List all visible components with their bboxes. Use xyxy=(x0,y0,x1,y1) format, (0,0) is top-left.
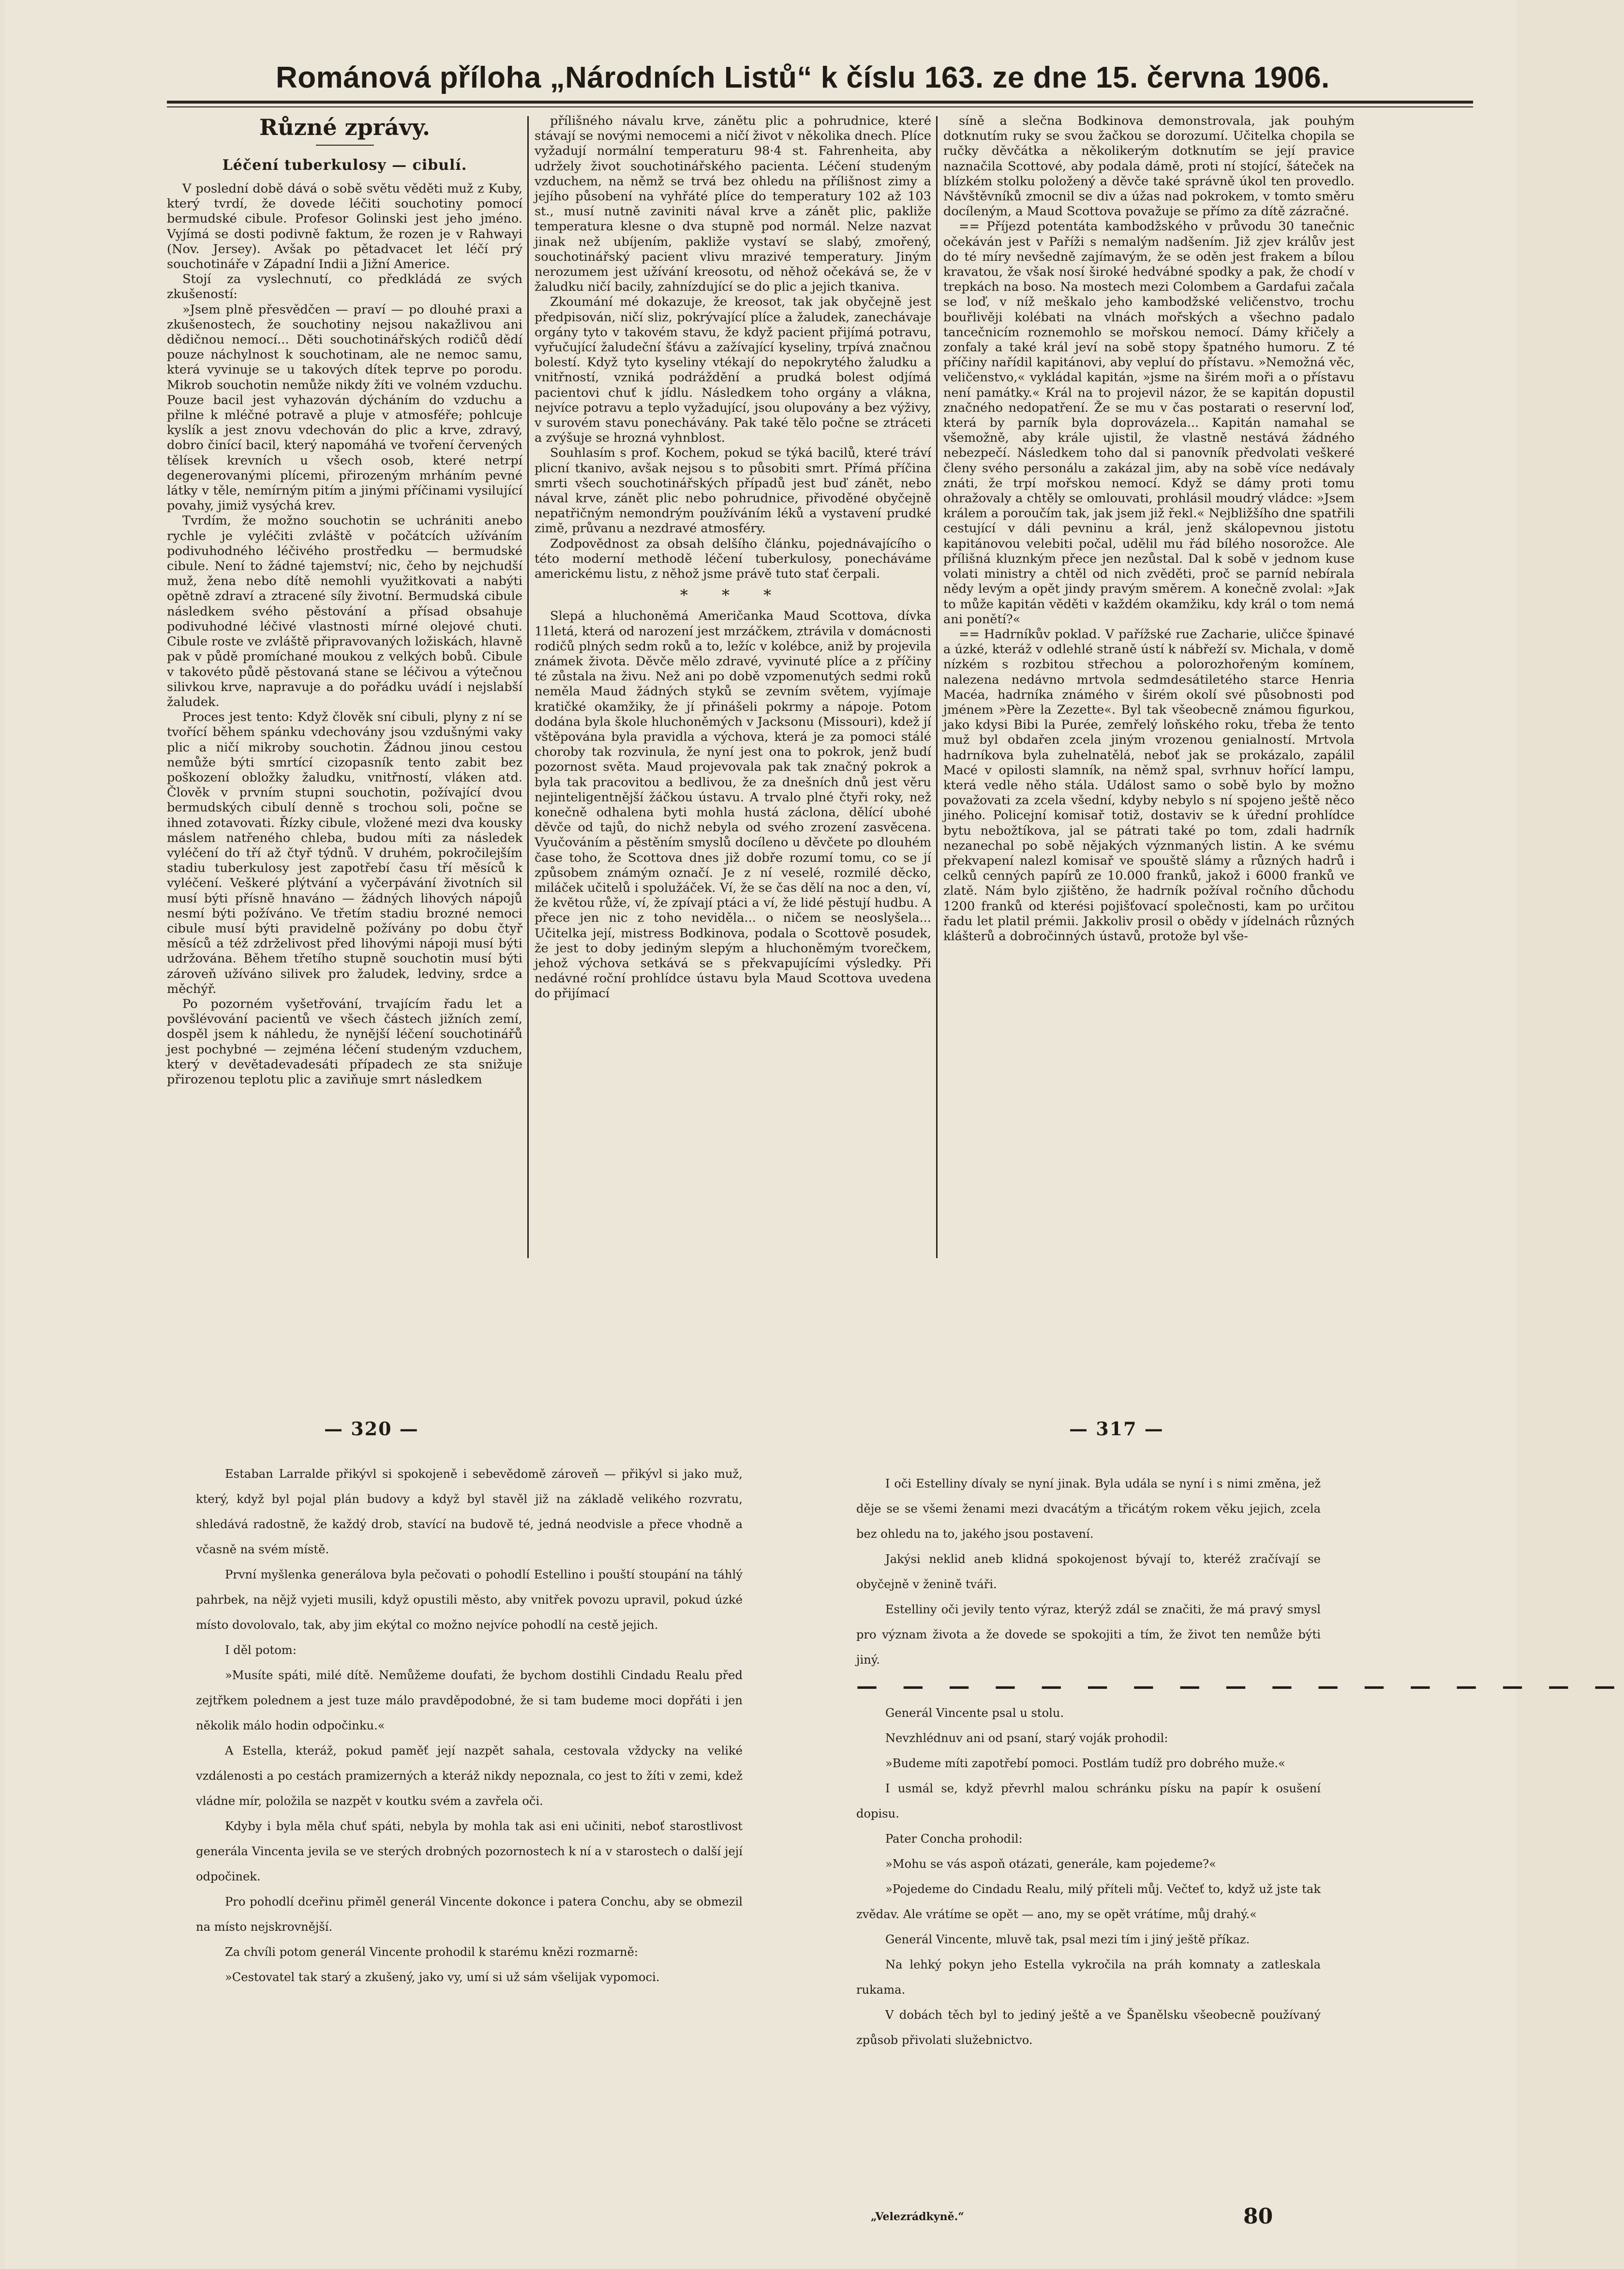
paragraph: Nevzhlédnuv ani od psaní, starý voják prohodil: xyxy=(885,1731,1168,1745)
paragraph: »Budeme míti zapotřebí pomoci. Postlám tudíž pro dobrého muže.« xyxy=(885,1757,1285,1770)
paragraph: Slepá a hluchoněmá Američanka Maud Scottova, dívka 11letá, která od narození jest mrzáčkem, ztrávila v domácnosti rodičů plných sedm roků a to, ležíc v kolébce, aniž by projevila známek života. Děvče mělo zdravé, vyvinuté plíce a z příčiny té zůstala na živu. Než ani po době vzpomenutých sedmi roků neměla Maud žádných styků se zevním světem, vyjímaje kratičké okamžiky, že jí přinášeli pokrmy a nápoje. Potom dodána byla škole hluchoněmých v Jacksonu (Missouri), kdež jí vštěpována byla pravidla a výchova, která je za pomoci stálé choroby tak rozvinula, že nyní jest ona to pokrok, jenž budí pozornost světa. Maud projevovala pak tak značný pokrok a byla tak pracovitou a bedlivou, že za dnešních dnů jest věru nejinteligentnější žáčkou ústavu. A trvalo plné čtyři roky, než konečně odhalena byti mohla hustá záclona, dělící ubohé děvče od tajů, do nichž nebyla od svého zrození zasvěcena. Vyučováním a pěstěním smyslů docíleno u děvčete po dlouhém čase toho, že Scottova dnes již dobře rozumí tomu, co se jí způsobem známým označí. Je z ní veselé, rozmilé děcko, miláček učitelů i spolužáček. Ví, že se čas dělí na noc a den, ví, že květou růže, ví, že zpívají ptáci a ví, že lidé pěstují hudbu. A přece jen nic z toho neviděla... o ničem se neoslyšela... Učitelka její, mistress Bodkinova, podala o Scottově posudek, že jest to doby jediným slepým a hluchoněmým tvorečkem, jehož výchova setkává se s překvapujícími výsledky. Při nedávné roční prohlídce ústavu byla Maud Scottova uvedena do přijímací xyxy=(535,609,931,1001)
paragraph: Zodpovědnost za obsah delšího článku, pojednávajícího o této moderní methodě léčení tuberkulosy, ponecháváme americkému listu, z něhož jsme právě tuto stať čerpali. xyxy=(535,536,931,582)
page-folio-left: — 320 — xyxy=(324,1418,419,1440)
paragraph: »Mohu se vás aspoň otázati, generále, kam pojedeme?« xyxy=(885,1857,1216,1871)
column-rule xyxy=(527,116,529,1258)
paragraph: »Pojedeme do Cindadu Realu, milý příteli můj. Večteť to, když už jste tak zvědav. Ale vrátíme se opět — ano, my se opět vrátíme, můj drahý.« xyxy=(856,1882,1321,1921)
paragraph: I děl potom: xyxy=(225,1643,297,1657)
paragraph: První myšlenka generálova byla pečovati o pohodlí Estellino i pouští stoupání na táhlý pahrbek, na nějž vyjeti musili, když opustili město, aby vnitřek povozu upravil, pokud úzké místo dovolovalo, tak, aby jim ekýtal co možno nejvíce pohodlí na cestě jejich. xyxy=(196,1568,743,1632)
paragraph: »Musíte spáti, milé dítě. Nemůžeme doufati, že bychom dostihli Cindadu Realu před zejtřkem polednem a jest tuze málo pravděpodobné, že si tam budeme moci dopřáti i jen několik málo hodin odpočinku.« xyxy=(196,1668,743,1732)
section-title: Různé zprávy. xyxy=(259,114,431,140)
paragraph: Proces jest tento: Když člověk sní cibuli, plyny z ní se tvořící během spánku vdechovány jsou vzdušnými vaky plic a ničí mikroby souchotin. Žádnou jinou cestou nemůže býti smrtící cizopasník tento zabit bez poškození obložky žaludku, vnitřností, vláken atd. Člověk v prvním stupni souchotin, požívající dvou bermudských cibulí denně s trochou soli, počne se ihned zotavovati. Řízky cibule, vložené mezi dva kousky máslem natřeného chleba, budou míti za následek vyléčení do tří až čtyř týdnů. V druhém, pokročilejším stadiu tuberkulosy jest zapotřebí času tří měsíců k vyléčení. Veškeré plýtvání a vyčerpávání životních sil musí býti přísně hnaváno — žádných lihových nápojů nesmí býti požíváno. Ve třetím stadiu brozné nemoci cibule musí býti pravidelně požívány po dobu čtyř měsíců a též zdrželivost před lihovými nápoji musí býti udržována. Během třetího stupně souchotin musí býti zároveň užíváno silivek pro žaludek, ledviny, srdce a měchýř. xyxy=(167,710,522,996)
page-folio-right: — 317 — xyxy=(1069,1418,1164,1440)
paragraph: V dobách těch byl to jediný ještě a ve Španělsku všeobecně používaný způsob přivolati služebnictvo. xyxy=(856,2008,1321,2047)
paragraph: Stojí za vyslechnutí, co předkládá ze svých zkušeností: xyxy=(167,272,522,302)
paragraph: Estaban Larralde přikývl si spokojeně i sebevědomě zároveň — přikývl si jako muž, který, když byl pojal plán budovy a když byl stavěl již na základě velikého rozvratu, shledává radostně, že každý drob, stavící na budově té, jedná neodvisle a přece vhodně a včasně na svém místě. xyxy=(196,1467,743,1556)
paragraph: == Příjezd potentáta kambodžského v průvodu 30 tanečnic očekáván jest v Paříži s nemalým nadšením. Již zjev králův jest do té míry nevšedně zajímavým, že se oděn jest frakem a bílou kravatou, že však nosí široké hedvábné spodky a pak, že chodí v trepkách na boso. Na mostech mezi Colombem a Gardafui začala se loď, v níž meškalo jeho kambodžské veličenstvo, trochu bouřlivěji kolébati na vlnách mořských a všechno padalo tancečnicím roznemohlo se mořskou nemocí. Dámy křičely a zonfaly a také král jeví na sobě stopy špatného humoru. Z té příčiny nařídil kapitánovi, aby vepluí do přístavu. »Nemožná věc, veličenstvo,« vykládal kapitán, »jsme na širém moři a o přístavu není památky.« Král na to projevil názor, že se kapitán dopustil značného nedopatření. Že se mu v čas postarati o reservní loď, která by parník byla doprovázela... Kapitán namahal se všemožně, aby krále ujistil, že vlastně nestává žádného nebezpečí. Následkem toho dal si panovník předvolati veškeré členy svého personálu a zakázal jim, aby na sobě více nedávaly znáti, že trpí mořskou nemocí. Když se dámy proti tomu ohražovaly a chtěly se omlouvati, prohlásil moudrý vládce: »Jsem králem a poroučím tak, jak jsem již řekl.« Nejbližšího dne spatřili cestující v dáli pevninu a král, jenž skálopevnou jistotu kapitánovou velebiti počal, udělil mu řád bílého nosorožce. Ale přílišná kluznkým přece jen nezůstal. Dal k sobě v jednom kuse volati ministry a chtěl od nich zvěděti, proč se parníd nebírala nědy levým a opět jindy pravým směrem. A konečně zvolal: »Jak to může kapitán věděti v každém okamžiku, kdy král o tom nemá ani ponětí?« xyxy=(943,219,1355,627)
news-column-2 xyxy=(535,114,931,1256)
dash-separator: — — — — — — — — — — — — — — — — — xyxy=(856,1674,1624,1698)
paragraph: síně a slečna Bodkinova demonstrovala, jak pouhým dotknutím ruky se svou žačkou se dorozumí. Učitelka chopila se ručky děvčátka a několikerým dotknutím se její pravice naznačila Scottové, aby podala dámě, proti ní stojící, šáteček na blízkém stolku položený a děvče také správně úkol ten provedlo. Návštěvníků zmocnil se div a úžas nad pokrokem, v tomto směru docíleným, a Maud Scottova považuje se přímo za dítě zázračné. xyxy=(943,114,1355,219)
serial-page-right xyxy=(856,1471,1624,2236)
paragraph: I oči Estelliny dívaly se nyní jinak. Byla udála se nyní i s nimi změna, jež děje se se všemi ženami mezi dvacátým a třicátým rokem věku jejich, zcela bez ohledu na to, jakého jsou postavení. xyxy=(856,1477,1321,1541)
paragraph: Za chvíli potom generál Vincente prohodil k starému knězi rozmarně: xyxy=(225,1945,639,1959)
paragraph: přílišného návalu krve, zánětu plic a pohrudnice, které stávají se novými nemocemi a ničí život v několika dnech. Plíce vyžadují normální temperaturu 98·4 st. Fahrenheita, aby udržely život souchotinářského pacienta. Léčení studeným vzduchem, na němž se trvá bez ohledu na přílišnost zimy a jejího působení na vyhřáté plíce do temperatury 102 až 103 st., musí nutně zaviniti nával krve a zánět plic, pakliže temperatura klesne o dva stupně pod normál. Nelze nazvat jinak než ubíjením, pakliže vystaví se slabý, zmořený, souchotinářský pacient vlivu mrazivé temperatury. Jiným nerozumem jest užívání kreosotu, od něhož očekává se, že v žaludku ničí bacily, zahnízdující se do plic a jejich tkaniva. xyxy=(535,114,931,295)
paragraph: Generál Vincente psal u stolu. xyxy=(885,1706,1064,1720)
paragraph: Zkoumání mé dokazuje, že kreosot, tak jak obyčejně jest předpisován, ničí sliz, pokrývající plíce a žaludek, zanechávaje orgány tyto v takovém stavu, že když pacient přijímá potravu, vyřučující žaludeční šťávu a zažívající kyseliny, trpívá značnou bolestí. Když tyto kyseliny vtékají do nepokrytého žaludku a vnitřností, vzniká podráždění a prudká bolest odjímá pacientovi chuť k jídlu. Následkem toho orgány a vlákna, nejvíce potravu a teplo vyžadující, jsou olupovány a bez výživy, v surovém stavu ponechávány. Pak také tělo počne se ztráceti a zvýšuje se hrozná vyhnblost. xyxy=(535,295,931,446)
news-column-1 xyxy=(167,114,522,1256)
paragraph: »Jsem plně přesvědčen — praví — po dlouhé praxi a zkušenostech, že souchotiny nejsou nakažlivou ani dědičnou nemocí... Děti souchotinářských rodičů dědí pouze náchylnost k souchotinam, ale ne nemoc samu, která vyvinuje se u takových dítek teprve po porodu. Mikrob souchotin nemůže nikdy žíti ve volném vzduchu. Pouze bacil jest vyhazován dýcháním do vzduchu a přilne k mléčné potravě a pluje v atmosféře; pohlcuje kyslík a jest znovu vdechován do plic a krve, zdravý, dobro činící bacil, který napomáhá ve tvoření červených tělísek krevních u všech osob, které netrpí degenerovanými plícemi, přirozeným mrháním pevné látky v těle, nemírným pitím a jinými příčinami vysilující povahy, jimiž vysýchá krev. xyxy=(167,302,522,513)
paragraph: Estelliny oči jevily tento výraz, kterýž zdál se značiti, že má pravý smysl pro význam života a že dovede se spokojiti a tím, že život ten nemůže býti jiný. xyxy=(856,1603,1321,1667)
column-rule xyxy=(936,116,938,1258)
header-rule xyxy=(167,101,1473,104)
section-stars: * * * xyxy=(680,586,786,605)
paragraph: I usmál se, když převrhl malou schránku písku na papír k osušení dopisu. xyxy=(856,1782,1321,1820)
paragraph: Jakýsi neklid aneb klidná spokojenost bývají to, kteréž zračívají se obyčejně v ženině tváři. xyxy=(856,1552,1321,1591)
news-column-3 xyxy=(943,114,1355,1256)
paragraph: Na lehký pokyn jeho Estella vykročila na práh komnaty a zatleskala rukama. xyxy=(856,1958,1321,1997)
paragraph: == Hadrníkův poklad. V pařížské rue Zacharie, uličce špinavé a úzké, kteráž v odlehlé straně ústí k nábřeží sv. Michala, v domě nízkém s rozbitou střechou a polorozhořeným komínem, nalezena nedávno mrtvola sedmdesátiletého starce Henria Macéa, hadrníka známého v širém okolí své působnosti pod jménem »Père la Zezette«. Byl tak všeobecně známou figurkou, jako kdysi Bibi la Purée, zemřelý loňského roku, třeba že tento muž byl obdařen zcela jiným vrozenou genialností. Mrtvola hadrníkova byla zuhelnatělá, neboť jak se prokázalo, zapálil Macé v opilosti slamník, na němž spal, svrhnuv hořící lampu, která vedle něho stála. Událost samo o sobě bylo by možno považovati za zcela všední, kdyby nebylo s ní spojeno ještě něco jiného. Policejní komisař totiž, dostaviv se k úřední prohlídce bytu nebožtíkova, jal se pátrati také po tom, zdali hadrník nezanechal po sobě nějakých význmaných listin. A ke svému překvapení nalezl komisař ve spouště slámy a různých hadrů i celků cenných papírů ze 10.000 franků, jakož i 6000 franků ve zlatě. Nám bylo zjištěno, že hadrník požíval ročního důchodu 1200 franků od kterési pojišťovací společnosti, kam po určitou řadu let platil prémii. Jakkoliv prosil o obědy v jídelnách různých klášterů a dobročinných ústavů, protože byl vše- xyxy=(943,627,1355,944)
page-number: 80 xyxy=(1243,2204,1273,2229)
article-title: Léčení tuberkulosy — cibulí. xyxy=(222,157,467,174)
supplement-header: Románová příloha „Národních Listů“ k číslu 163. ze dne 15. června 1906. xyxy=(276,61,1330,94)
paragraph: V poslední době dává o sobě světu věděti muž z Kuby, který tvrdí, že dovede léčiti souchotiny pomocí bermudské cibule. Profesor Golinski jest jeho jméno. Vyjímá se dosti podivně faktum, že rozen je v Rahwayi (Nov. Jersey). Avšak po pětadvacet let léčí prý souchotináře v Západní Indii a Jižní Americe. xyxy=(167,181,522,272)
section-rule xyxy=(316,145,374,146)
paragraph: Kdyby i byla měla chuť spáti, nebyla by mohla tak asi eni učiniti, neboť starostlivost generála Vincenta jevila se ve sterých drobných pozornostech k ní a v starostech o další její odpočinek. xyxy=(196,1819,743,1883)
paragraph: Pro pohodlí dceřinu přiměl generál Vincente dokonce i patera Conchu, aby se obmezil na místo nejskrovnější. xyxy=(196,1895,743,1934)
paragraph: A Estella, kteráž, pokud paměť její nazpět sahala, cestovala vždycky na veliké vzdálenosti a po cestách pramizerných a kteráž nikdy nepoznala, co jest to žíti v zemi, kdež vládne mír, položila se nazpět v koutku svém a zavřela oči. xyxy=(196,1744,743,1808)
paragraph: Po pozorném vyšetřování, trvajícím řadu let a povšlévování pacientů ve všech částech jižních zemí, dospěl jsem k náhledu, že nynější léčení souchotinářů jest pochybné — zejména léčení studeným vzduchem, který v devětadevadesáti případech ze sta snižuje přirozenou teplotu plic a zaviňuje smrt následkem xyxy=(167,996,522,1087)
paragraph: Generál Vincente, mluvě tak, psal mezi tím i jiný ještě příkaz. xyxy=(885,1933,1250,1946)
header-rule-thin xyxy=(167,106,1473,107)
serial-imprint: „Velezrádkyně.“ xyxy=(871,2210,964,2223)
paragraph: Pater Concha prohodil: xyxy=(885,1832,1023,1846)
serial-page-left xyxy=(196,1461,743,2236)
newspaper-page xyxy=(5,0,1624,2269)
paragraph: »Cestovatel tak starý a zkušený, jako vy, umí si už sám všelijak vypomoci. xyxy=(225,1970,660,1984)
paragraph: Tvrdím, že možno souchotin se uchrániti anebo rychle je vyléčiti zvláště v počátcích užíváním podivuhodného léčivého prostředku — bermudské cibule. Není to žádné tajemství; nic, čeho by nejchudší muž, žena nebo dítě nemohli využitkovati a nabýti opětně zdraví a ztracené síly životní. Bermudská cibule následkem svého pěstování a přísad obsahuje podivuhodné léčivé vlastnosti mírné olejové chuti. Cibule roste ve zvláště připravovaných ložiskách, hlavně pak v půdě promíchané moukou z velkých bobů. Cibule v takovéto půdě pěstovaná stane se léčivou a výtečnou silivkou krve, napravuje a do pořádku uvádí i nejslabší žaludek. xyxy=(167,513,522,709)
paragraph: Souhlasím s prof. Kochem, pokud se týká bacilů, které tráví plicní tkanivo, avšak nejsou s to působiti smrt. Přímá příčina smrti všech souchotinářských případů jest buď zánět, nebo nával krve, zánět plic nebo pohrudnice, přivoděné obyčejně nepatřičným nemondrým používáním léků a vystavení prudké zimě, průvanu a nezdravé atmosféry. xyxy=(535,446,931,536)
